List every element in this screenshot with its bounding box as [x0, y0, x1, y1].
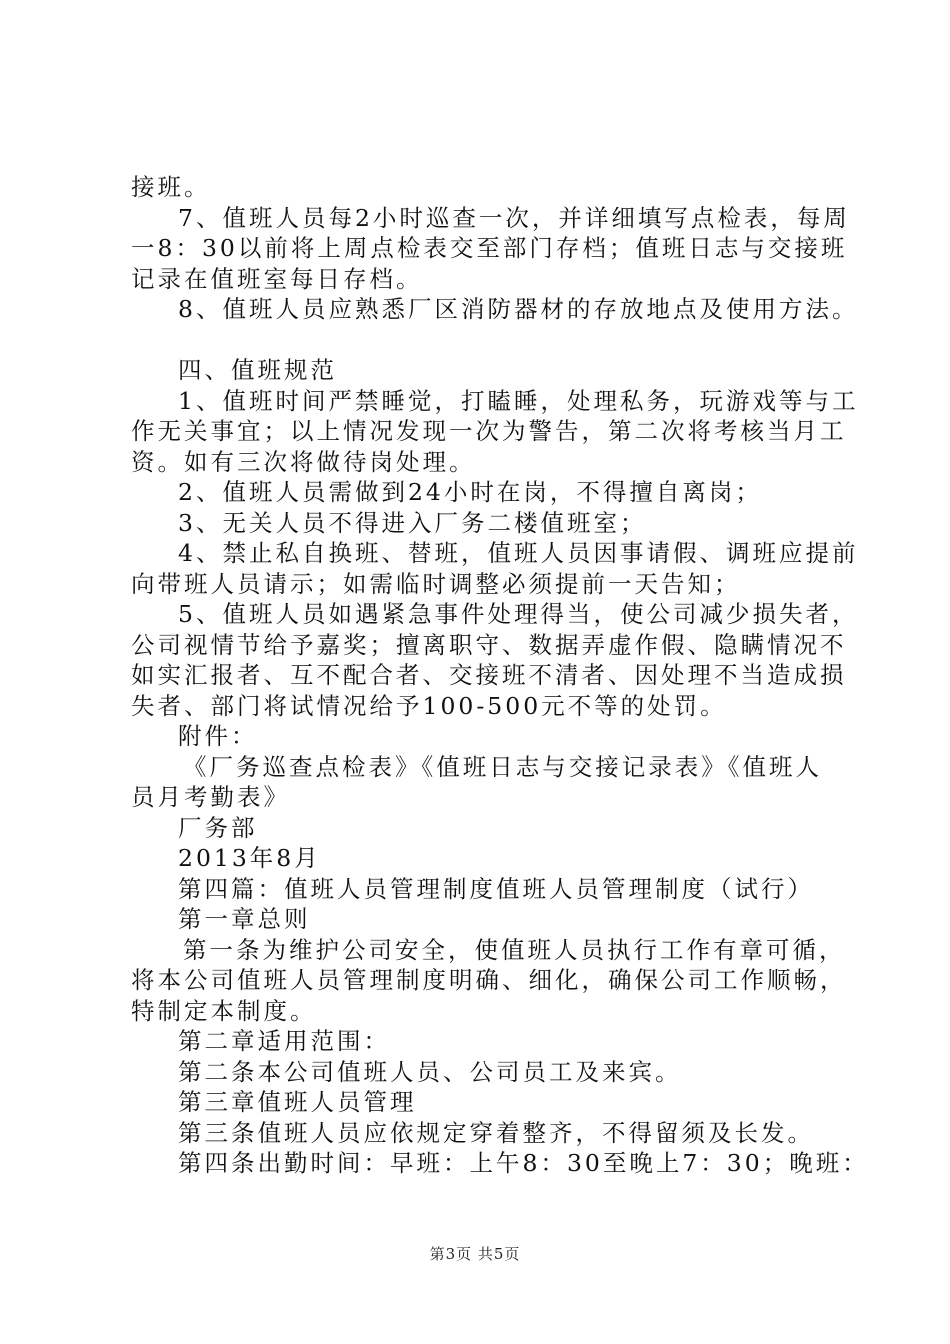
- blank-line: [131, 325, 831, 356]
- text-line: 资。如有三次将做待岗处理。: [131, 447, 476, 476]
- page-footer: 第3页 共5页: [429, 1245, 521, 1263]
- text-line: 第四条出勤时间：早班：上午8：30至晚上7：30；晚班：: [178, 1149, 869, 1177]
- chapter-title: 第四篇：值班人员管理制度值班人员管理制度（试行）: [178, 874, 814, 903]
- document-date: 2013年8月: [178, 844, 321, 872]
- document-body: [131, 172, 869, 1179]
- text-line: 记录在值班室每日存档。: [131, 264, 423, 293]
- text-line: 如实汇报者、互不配合者、交接班不清者、因处理不当造成损: [131, 661, 847, 689]
- attachment-list-cont: 员月考勤表》: [131, 783, 290, 811]
- text-line: 7、值班人员每2小时巡查一次，并详细填写点检表，每周: [178, 203, 850, 232]
- attachment-label: 附件：: [178, 722, 258, 750]
- text-line: 向带班人员请示；如需临时调整必须提前一天告知；: [131, 569, 741, 598]
- text-line: 一8：30以前将上周点检表交至部门存档；值班日志与交接班: [131, 234, 848, 262]
- text-line: 8、值班人员应熟悉厂区消防器材的存放地点及使用方法。: [178, 295, 859, 323]
- text-line: 第二条本公司值班人员、公司员工及来宾。: [178, 1057, 682, 1086]
- section-heading: 四、值班规范: [178, 356, 337, 384]
- attachment-list: 《厂务巡查点检表》《值班日志与交接记录表》《值班人: [183, 752, 822, 781]
- text-line: 作无关事宜；以上情况发现一次为警告，第二次将考核当月工: [131, 417, 847, 445]
- text-line: 2、值班人员需做到24小时在岗，不得擅自离岗；: [178, 478, 762, 506]
- text-line: 将本公司值班人员管理制度明确、细化，确保公司工作顺畅，: [131, 966, 847, 994]
- chapter-heading: 第三章值班人员管理: [178, 1088, 417, 1116]
- chapter-heading: 第一章总则: [178, 905, 311, 933]
- text-line: 第一条为维护公司安全，使值班人员执行工作有章可循，: [183, 935, 846, 964]
- text-line: 失者、部门将试情况给予100-500元不等的处罚。: [131, 691, 727, 720]
- text-line: 5、值班人员如遇紧急事件处理得当，使公司减少损失者，: [178, 600, 859, 628]
- department-signature: 厂务部: [178, 813, 258, 842]
- text-line: 第三条值班人员应依规定穿着整齐，不得留须及长发。: [178, 1118, 814, 1147]
- text-line: 接班。: [131, 173, 211, 201]
- text-line: 4、禁止私自换班、替班，值班人员因事请假、调班应提前: [178, 539, 859, 567]
- text-line: 公司视情节给予嘉奖；擅离职守、数据弄虚作假、隐瞒情况不: [131, 630, 847, 659]
- text-line: 特制定本制度。: [131, 996, 317, 1025]
- text-line: 1、值班时间严禁睡觉，打瞌睡，处理私务，玩游戏等与工: [178, 386, 859, 415]
- text-line: 3、无关人员不得进入厂务二楼值班室；: [178, 508, 647, 537]
- chapter-heading: 第二章适用范围：: [178, 1027, 390, 1055]
